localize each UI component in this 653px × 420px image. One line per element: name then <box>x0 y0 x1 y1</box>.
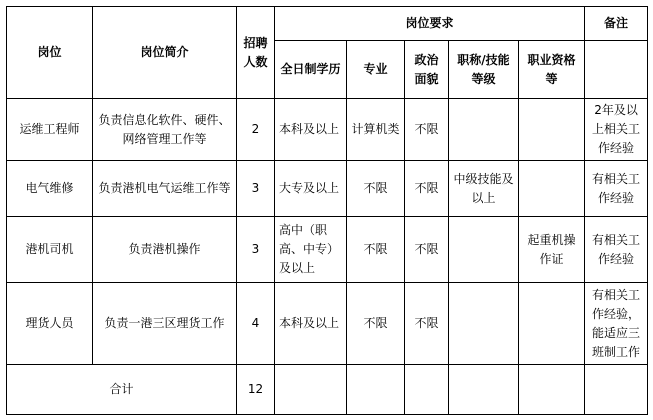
cell-intro: 负责港机操作 <box>93 217 237 283</box>
total-blank-education <box>275 365 347 415</box>
total-blank-title-skill <box>449 365 519 415</box>
total-count: 12 <box>237 365 275 415</box>
table-row <box>7 161 648 217</box>
cell-position: 理货人员 <box>7 283 93 365</box>
cell-count: 2 <box>237 99 275 161</box>
table-row <box>7 217 648 283</box>
header-requirements: 岗位要求 <box>275 7 585 41</box>
cell-count: 3 <box>237 217 275 283</box>
cell-major: 不限 <box>347 217 405 283</box>
header-political: 政治面貌 <box>405 41 449 99</box>
cell-count: 4 <box>237 283 275 365</box>
cell-remarks: 有相关工作经验 <box>585 217 648 283</box>
cell-education: 本科及以上 <box>275 283 347 365</box>
total-blank-remarks <box>585 365 648 415</box>
cell-count: 3 <box>237 161 275 217</box>
cell-political: 不限 <box>405 283 449 365</box>
cell-major: 不限 <box>347 161 405 217</box>
cell-education: 大专及以上 <box>275 161 347 217</box>
cell-remarks: 2年及以上相关工作经验 <box>585 99 648 161</box>
cell-political: 不限 <box>405 217 449 283</box>
table-row <box>7 99 648 161</box>
total-blank-political <box>405 365 449 415</box>
header-position: 岗位 <box>7 7 93 99</box>
cell-title-skill <box>449 99 519 161</box>
total-blank-major <box>347 365 405 415</box>
header-intro: 岗位简介 <box>93 7 237 99</box>
cell-qualification: 起重机操作证 <box>519 217 585 283</box>
cell-political: 不限 <box>405 161 449 217</box>
total-row <box>7 365 648 415</box>
cell-qualification <box>519 99 585 161</box>
header-qualification: 职业资格等 <box>519 41 585 99</box>
recruitment-table <box>6 6 648 415</box>
cell-position: 电气维修 <box>7 161 93 217</box>
header-education: 全日制学历 <box>275 41 347 99</box>
cell-intro: 负责信息化软件、硬件、网络管理工作等 <box>93 99 237 161</box>
header-remarks: 备注 <box>585 7 648 41</box>
table-row <box>7 283 648 365</box>
cell-qualification <box>519 161 585 217</box>
cell-position: 港机司机 <box>7 217 93 283</box>
cell-major: 计算机类 <box>347 99 405 161</box>
cell-intro: 负责港机电气运维工作等 <box>93 161 237 217</box>
cell-intro: 负责一港三区理货工作 <box>93 283 237 365</box>
cell-title-skill <box>449 283 519 365</box>
cell-education: 高中（职高、中专）及以上 <box>275 217 347 283</box>
header-title-skill: 职称/技能等级 <box>449 41 519 99</box>
cell-title-skill <box>449 217 519 283</box>
cell-major: 不限 <box>347 283 405 365</box>
cell-education: 本科及以上 <box>275 99 347 161</box>
header-remarks-blank <box>585 41 648 99</box>
cell-title-skill: 中级技能及以上 <box>449 161 519 217</box>
total-blank-qualification <box>519 365 585 415</box>
header-count: 招聘人数 <box>237 7 275 99</box>
cell-remarks: 有相关工作经验，能适应三班制工作 <box>585 283 648 365</box>
total-label: 合计 <box>7 365 237 415</box>
cell-remarks: 有相关工作经验 <box>585 161 648 217</box>
header-major: 专业 <box>347 41 405 99</box>
cell-position: 运维工程师 <box>7 99 93 161</box>
cell-qualification <box>519 283 585 365</box>
cell-political: 不限 <box>405 99 449 161</box>
